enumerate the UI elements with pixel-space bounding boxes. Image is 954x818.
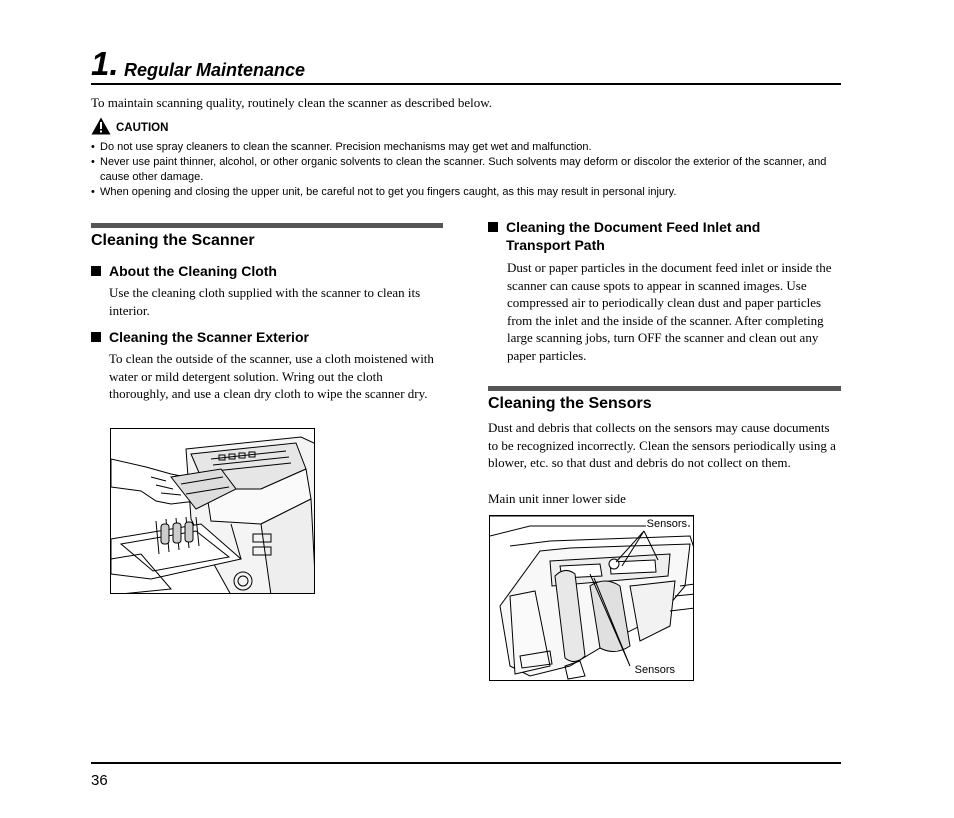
title-divider <box>91 83 841 85</box>
warning-triangle-icon <box>91 117 111 140</box>
intro-text: To maintain scanning quality, routinely clean the scanner as described below. <box>91 95 492 110</box>
section-rule <box>91 223 443 228</box>
feed-inlet-text: Dust or paper particles in the document feed inlet or inside the scanner can cause spots to appear in scanned images. Use compressed air to periodically clean dust and paper particles from the inlet and the inside of the scanner. After completing large scanning jobs, turn OFF the scanner and clean out any paper particles. <box>507 260 832 363</box>
footer-divider <box>91 762 841 764</box>
subheading-scanner-exterior: Cleaning the Scanner Exterior <box>91 328 309 346</box>
sensors-illustration <box>489 515 694 681</box>
caution-list <box>91 140 836 200</box>
sensors-label-top: Sensors <box>646 518 687 530</box>
caution-header <box>91 118 168 138</box>
square-bullet-icon <box>91 266 101 276</box>
page-title: Regular Maintenance <box>124 60 306 80</box>
square-bullet-icon <box>91 332 101 342</box>
sensors-label-bottom: Sensors <box>634 664 675 676</box>
subheading-feed-inlet: Cleaning the Document Feed Inlet and Transport Path <box>488 218 840 254</box>
chapter-number: 1. <box>91 45 119 82</box>
scanner-exterior-illustration <box>110 428 315 594</box>
sensors-text: Dust and debris that collects on the sensors may cause documents to be recognized incorrectly. Clean the sensors periodically using a blower, etc. so that dust and debris do not collect on them. <box>488 420 836 471</box>
subheading-cleaning-cloth: About the Cleaning Cloth <box>91 262 277 280</box>
section-title-cleaning-scanner: Cleaning the Scanner <box>91 232 255 249</box>
section-rule <box>488 386 841 391</box>
page-number: 36 <box>91 772 108 789</box>
caution-item: • When opening and closing the upper unit, be careful not to get you fingers caught, as this may result in personal injury. <box>91 185 836 200</box>
caution-item: • Never use paint thinner, alcohol, or other organic solvents to clean the scanner. Such solvents may deform or discolor the exterior of the scanner, and cause other damage. <box>91 155 836 185</box>
cleaning-cloth-text: Use the cleaning cloth supplied with the scanner to clean its interior. <box>109 285 421 318</box>
caution-label: CAUTION <box>116 122 169 134</box>
section-title-cleaning-sensors: Cleaning the Sensors <box>488 395 652 412</box>
square-bullet-icon <box>488 222 498 232</box>
caution-item: • Do not use spray cleaners to clean the scanner. Precision mechanisms may get wet and malfunction. <box>91 140 836 155</box>
scanner-exterior-text: To clean the outside of the scanner, use a cloth moistened with water or mild detergent solution. Wring out the cloth thoroughly, and use a clean dry cloth to wipe the scanner dry. <box>109 351 434 402</box>
figure-caption: Main unit inner lower side <box>488 491 626 506</box>
